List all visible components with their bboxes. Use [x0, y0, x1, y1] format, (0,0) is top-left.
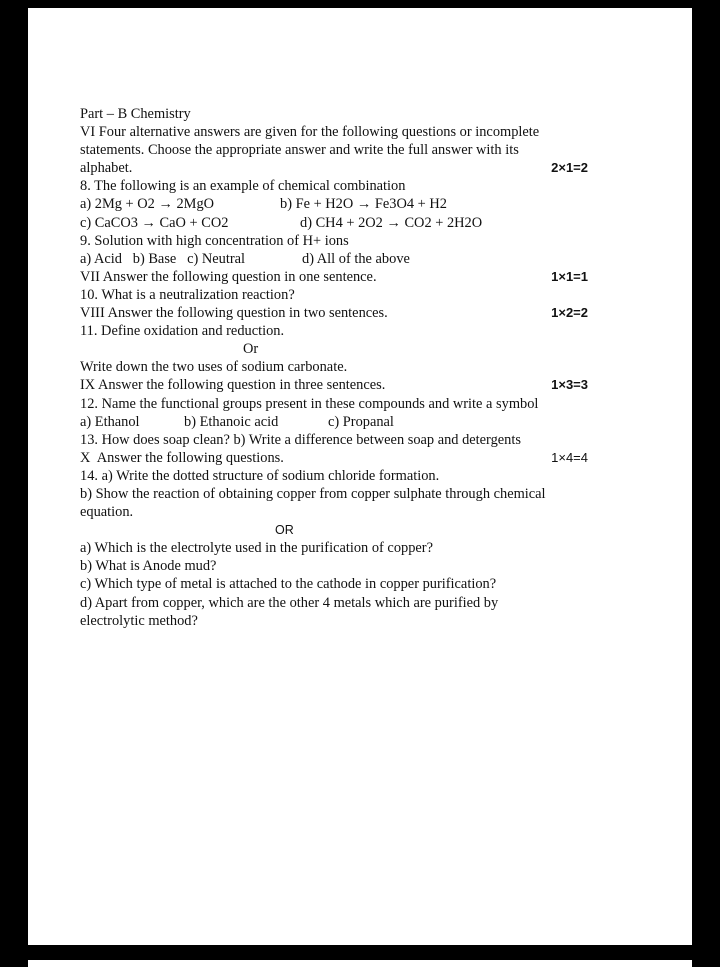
q12-options: [80, 413, 588, 431]
q9-options-abc: a) Acid b) Base c) Neutral: [80, 250, 246, 267]
section-ix-instruction-line: [80, 376, 588, 394]
q12: 12. Name the functional groups present in these compounds and write a symbol: [80, 395, 539, 412]
section-vi-instruction-3: [80, 159, 588, 177]
section-x-instruction-line: [80, 449, 588, 467]
q14-a: 14. a) Write the dotted structure of sodium chloride formation.: [80, 467, 440, 484]
next-page-edge: [28, 960, 692, 967]
q9-option-d: d) All of the above: [302, 250, 410, 267]
q14-alt-a: a) Which is the electrolyte used in the purification of copper?: [80, 540, 433, 557]
section-viii-instruction: VIII Answer the following question in two sentences.: [80, 305, 388, 322]
section-viii-marks: 1×2=2: [551, 305, 588, 321]
q14-b-line-1: b) Show the reaction of obtaining copper from copper sulphate through chemical: [80, 485, 546, 502]
q8-option-d: d) CH4 + 2O2 → CO2 + 2H2O: [300, 214, 483, 231]
q12-option-b: b) Ethanoic acid: [184, 413, 279, 430]
section-vi-marks: 2×1=2: [551, 160, 588, 176]
q11-alternative: Write down the two uses of sodium carbonate.: [80, 359, 348, 376]
q12-option-c: c) Propanal: [328, 413, 394, 430]
section-x-marks: 1×4=4: [551, 449, 588, 465]
q8-question: 8. The following is an example of chemical combination: [80, 178, 406, 195]
section-vii-instruction: VII Answer the following question in one sentence.: [80, 268, 377, 285]
exam-content: [80, 105, 588, 630]
q14-or-line: [80, 521, 588, 539]
section-vi-instruction-3-text: alphabet.: [80, 160, 133, 177]
q14-alt-b: b) What is Anode mud?: [80, 558, 217, 575]
q8-option-b: b) Fe + H2O → Fe3O4 + H2: [280, 196, 447, 213]
q8-option-c: c) CaCO3 → CaO + CO2: [80, 214, 229, 231]
q9-question: 9. Solution with high concentration of H+ ions: [80, 232, 349, 249]
q14-or: OR: [275, 523, 294, 538]
section-ix-marks: 1×3=3: [551, 377, 588, 393]
section-ix-instruction: IX Answer the following question in three sentences.: [80, 377, 386, 394]
section-vi-instruction-2: statements. Choose the appropriate answer and write the full answer with its: [80, 142, 519, 159]
q14-alt-c: c) Which type of metal is attached to the cathode in copper purification?: [80, 576, 497, 593]
q8-options-ab: [80, 195, 588, 213]
section-vi-instruction-1: VI Four alternative answers are given for the following questions or incomplete: [80, 124, 540, 141]
part-title: Part – B Chemistry: [80, 106, 191, 122]
q9-options: [80, 250, 588, 268]
section-vii-marks: 1×1=1: [551, 268, 588, 284]
q8-options-cd: [80, 214, 588, 232]
q13: 13. How does soap clean? b) Write a difference between soap and detergents: [80, 431, 521, 448]
q10: 10. What is a neutralization reaction?: [80, 286, 295, 303]
q14-b-line-2: equation.: [80, 504, 134, 521]
q11-or: Or: [243, 341, 259, 358]
q8-option-a: a) 2Mg + O2 → 2MgO: [80, 196, 215, 213]
q12-option-a: a) Ethanol: [80, 413, 140, 430]
section-x-instruction: X Answer the following questions.: [80, 449, 284, 466]
q14-alt-d-line-2: electrolytic method?: [80, 612, 198, 629]
q11-or-line: [80, 340, 588, 358]
q11: 11. Define oxidation and reduction.: [80, 323, 285, 340]
section-viii-instruction-line: [80, 304, 588, 322]
section-vii-instruction-line: [80, 268, 588, 286]
q14-alt-d-line-1: d) Apart from copper, which are the other 4 metals which are purified by: [80, 594, 499, 611]
